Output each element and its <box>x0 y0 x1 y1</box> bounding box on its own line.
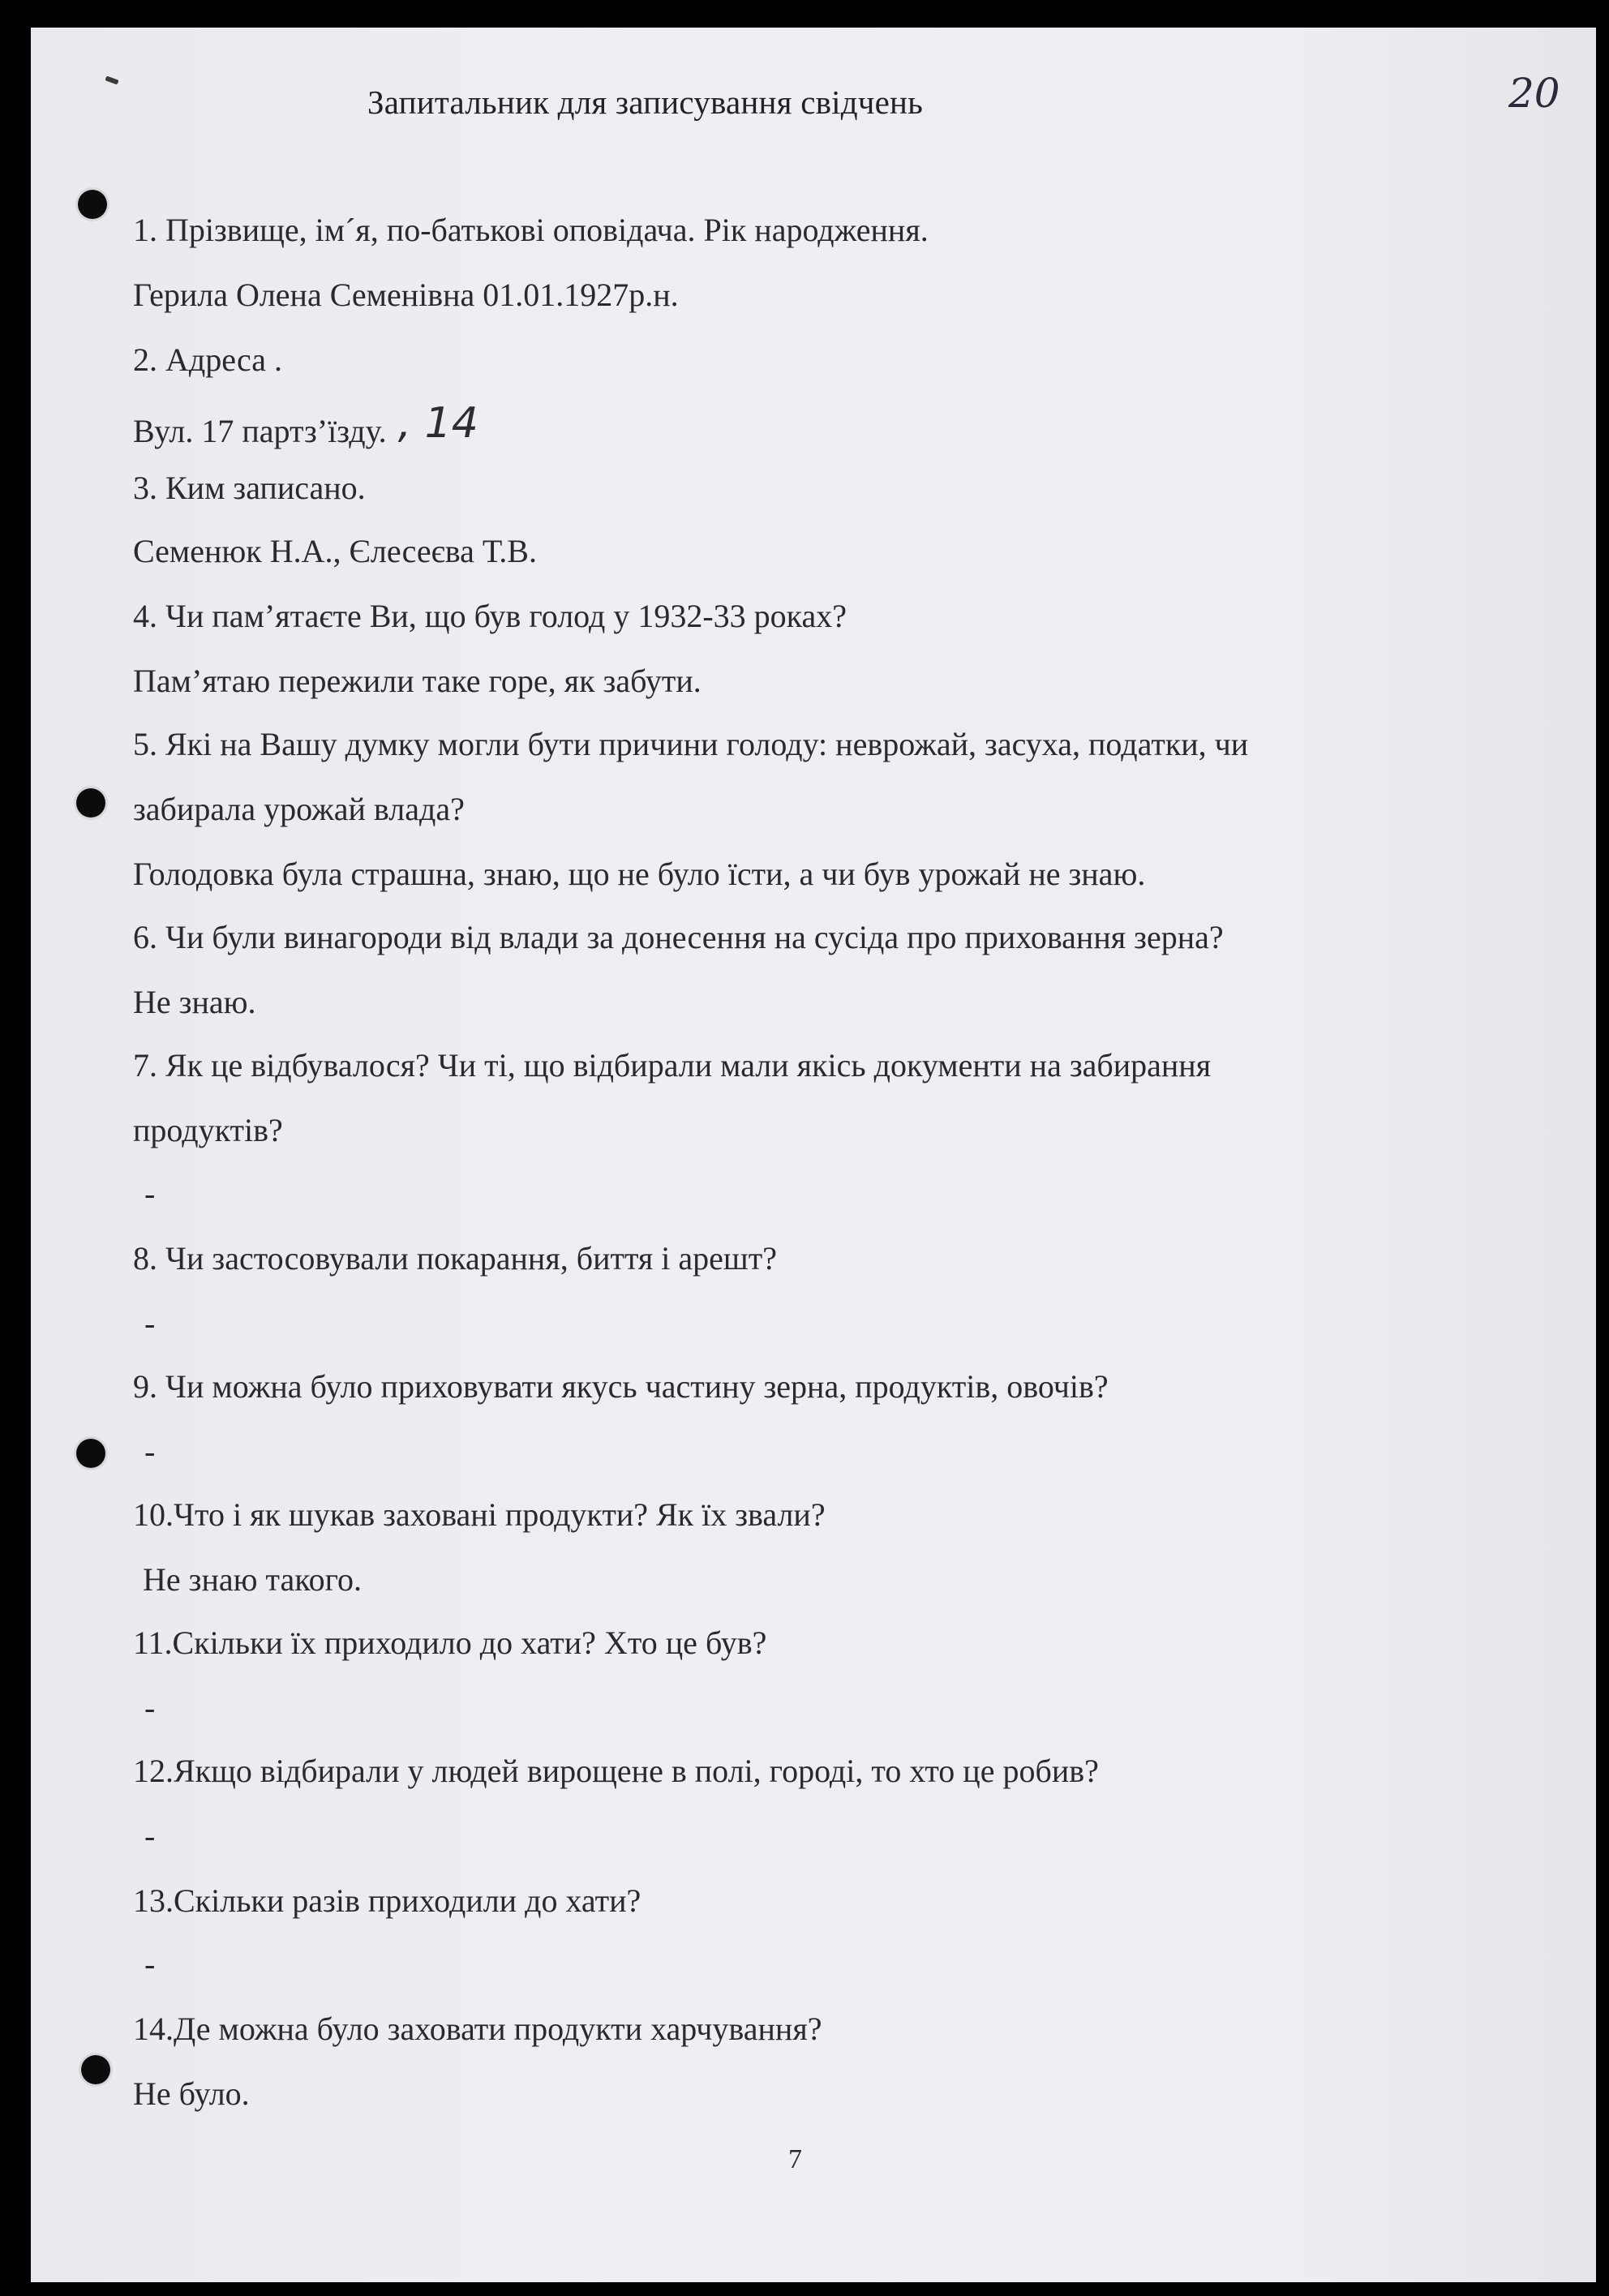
answer-10: Не знаю такого. <box>143 1561 363 1598</box>
question-13: 13.Скільки разів приходили до хати? <box>133 1882 641 1919</box>
answer-11: - <box>144 1689 156 1726</box>
answer-6: Не знаю. <box>133 984 256 1020</box>
handwritten-house-number: , 14 <box>397 399 478 448</box>
question-9: 9. Чи можна було приховувати якусь частину зерна, продуктів, овочів? <box>133 1368 1109 1405</box>
document-page <box>31 28 1596 2282</box>
question-10: 10.Что і як шукав заховані продукти? Як їх звали? <box>133 1496 826 1533</box>
answer-12: - <box>144 1817 156 1854</box>
punch-hole <box>78 190 107 219</box>
answer-4: Пам’ятаю пережили таке горе, як забути. <box>133 663 702 699</box>
question-2: 2. Адреса . <box>133 341 282 378</box>
document-title: Запитальник для записування свідчень <box>367 84 924 121</box>
question-7-cont: продуктів? <box>133 1112 283 1148</box>
handwritten-page-mark: 20 <box>1508 70 1560 117</box>
punch-hole <box>81 2055 110 2084</box>
question-6: 6. Чи були винагороди від влади за донесення на сусіда про приховання зерна? <box>133 919 1224 955</box>
answer-13: - <box>144 1946 156 1982</box>
answer-7: - <box>144 1175 156 1212</box>
answer-14: Не було. <box>133 2075 250 2112</box>
question-7: 7. Як це відбувалося? Чи ті, що відбирали мали якісь документи на забирання <box>133 1047 1212 1084</box>
answer-2: Вул. 17 партз’їзду. <box>133 413 387 449</box>
question-8: 8. Чи застосовували покарання, биття і арешт? <box>133 1240 777 1277</box>
answer-1: Герила Олена Семенівна 01.01.1927р.н. <box>133 277 679 313</box>
question-1: 1. Прізвище, ім´я, по-батькові оповідача. Рік народження. <box>133 212 929 248</box>
question-14: 14.Де можна було заховати продукти харчування? <box>133 2011 822 2047</box>
punch-hole <box>76 1439 105 1468</box>
question-4: 4. Чи пам’ятаєте Ви, що був голод у 1932-33 роках? <box>133 598 847 634</box>
answer-5: Голодовка була страшна, знаю, що не було їсти, а чи був урожай не знаю. <box>133 856 1146 892</box>
question-12: 12.Якщо відбирали у людей вирощене в полі, городі, то хто це робив? <box>133 1753 1099 1789</box>
answer-3: Семенюк Н.А., Єлесеєва Т.В. <box>133 533 537 569</box>
answer-8: - <box>144 1305 156 1341</box>
answer-9: - <box>144 1433 156 1470</box>
question-3: 3. Ким записано. <box>133 470 366 506</box>
page-number: 7 <box>788 2144 802 2174</box>
question-5: 5. Які на Вашу думку могли бути причини голоду: неврожай, засуха, податки, чи <box>133 726 1249 762</box>
answer-2-line <box>133 399 478 449</box>
pen-mark <box>105 75 118 84</box>
punch-hole <box>76 788 105 818</box>
question-5-cont: забирала урожай влада? <box>133 791 465 827</box>
question-11: 11.Скільки їх приходило до хати? Хто це був? <box>133 1624 767 1661</box>
